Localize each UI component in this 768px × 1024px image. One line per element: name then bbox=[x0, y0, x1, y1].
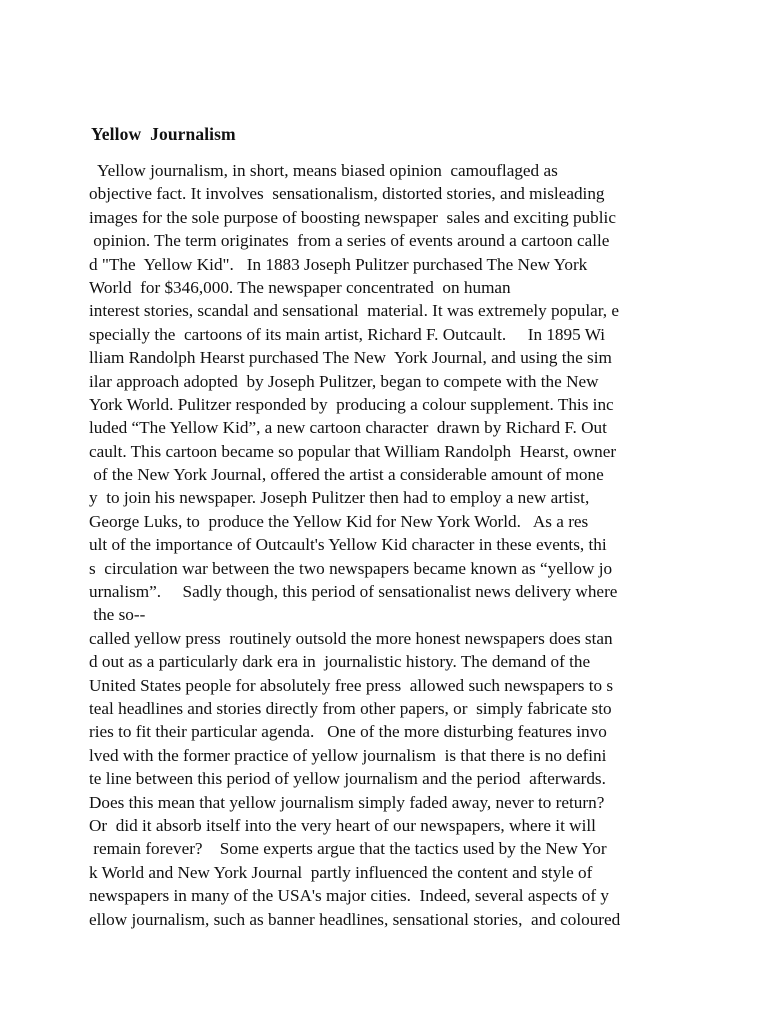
text-line: interest stories, scandal and sensational material. It was extremely popular, e bbox=[89, 301, 620, 321]
text-line: World for $346,000. The newspaper concentrated on human bbox=[89, 277, 511, 297]
text-line: cault. This cartoon became so popular that William Randolph Hearst, owner bbox=[89, 441, 617, 461]
text-line: the so-- bbox=[89, 605, 146, 625]
text-line: y to join his newspaper. Joseph Pulitzer then had to employ a new artist, bbox=[89, 488, 590, 508]
text-line: s circulation war between the two newspapers became known as “yellow jo bbox=[89, 558, 613, 578]
text-line: newspapers in many of the USA's major cities. Indeed, several aspects of y bbox=[89, 886, 610, 906]
text-line: Yellow journalism, in short, means biased opinion camouflaged as bbox=[89, 161, 558, 180]
text-line: Or did it absorb itself into the very heart of our newspapers, where it will bbox=[89, 815, 596, 835]
text-line: opinion. The term originates from a series of events around a cartoon calle bbox=[89, 231, 610, 251]
text-line: lved with the former practice of yellow journalism is that there is no defini bbox=[89, 745, 607, 765]
page-title: Yellow Journalism bbox=[91, 124, 236, 144]
text-line: George Luks, to produce the Yellow Kid for New York World. As a res bbox=[89, 511, 589, 531]
text-line: d "The Yellow Kid". In 1883 Joseph Pulitzer purchased The New York bbox=[89, 254, 588, 274]
text-line: specially the cartoons of its main artist, Richard F. Outcault. In 1895 Wi bbox=[89, 324, 606, 344]
text-line: d out as a particularly dark era in journalistic history. The demand of the bbox=[89, 652, 591, 672]
text-line: teal headlines and stories directly from other papers, or simply fabricate sto bbox=[89, 698, 612, 718]
text-line: of the New York Journal, offered the artist a considerable amount of mone bbox=[89, 465, 604, 485]
text-line: ries to fit their particular agenda. One of the more disturbing features invo bbox=[89, 722, 607, 742]
text-line: lliam Randolph Hearst purchased The New York Journal, and using the sim bbox=[89, 348, 612, 368]
text-line: United States people for absolutely free press allowed such newspapers to s bbox=[89, 675, 614, 695]
text-line: ellow journalism, such as banner headlines, sensational stories, and coloured bbox=[89, 909, 621, 929]
text-line: images for the sole purpose of boosting newspaper sales and exciting public bbox=[89, 207, 616, 227]
text-line: objective fact. It involves sensationalism, distorted stories, and misleading bbox=[89, 184, 605, 204]
text-line: luded “The Yellow Kid”, a new cartoon character drawn by Richard F. Out bbox=[89, 418, 607, 438]
body-paragraph bbox=[89, 159, 689, 931]
text-line: k World and New York Journal partly influenced the content and style of bbox=[89, 862, 593, 882]
text-line: York World. Pulitzer responded by producing a colour supplement. This inc bbox=[89, 394, 614, 414]
text-line: te line between this period of yellow journalism and the period afterwards. bbox=[89, 769, 606, 789]
text-line: urnalism”. Sadly though, this period of sensationalist news delivery where bbox=[89, 582, 618, 602]
text-line: ult of the importance of Outcault's Yellow Kid character in these events, thi bbox=[89, 535, 607, 555]
text-line: ilar approach adopted by Joseph Pulitzer, began to compete with the New bbox=[89, 371, 599, 391]
text-line: Does this mean that yellow journalism simply faded away, never to return? bbox=[89, 792, 605, 812]
text-line: called yellow press routinely outsold the more honest newspapers does stan bbox=[89, 628, 613, 648]
text-line: remain forever? Some experts argue that the tactics used by the New Yor bbox=[89, 839, 607, 859]
